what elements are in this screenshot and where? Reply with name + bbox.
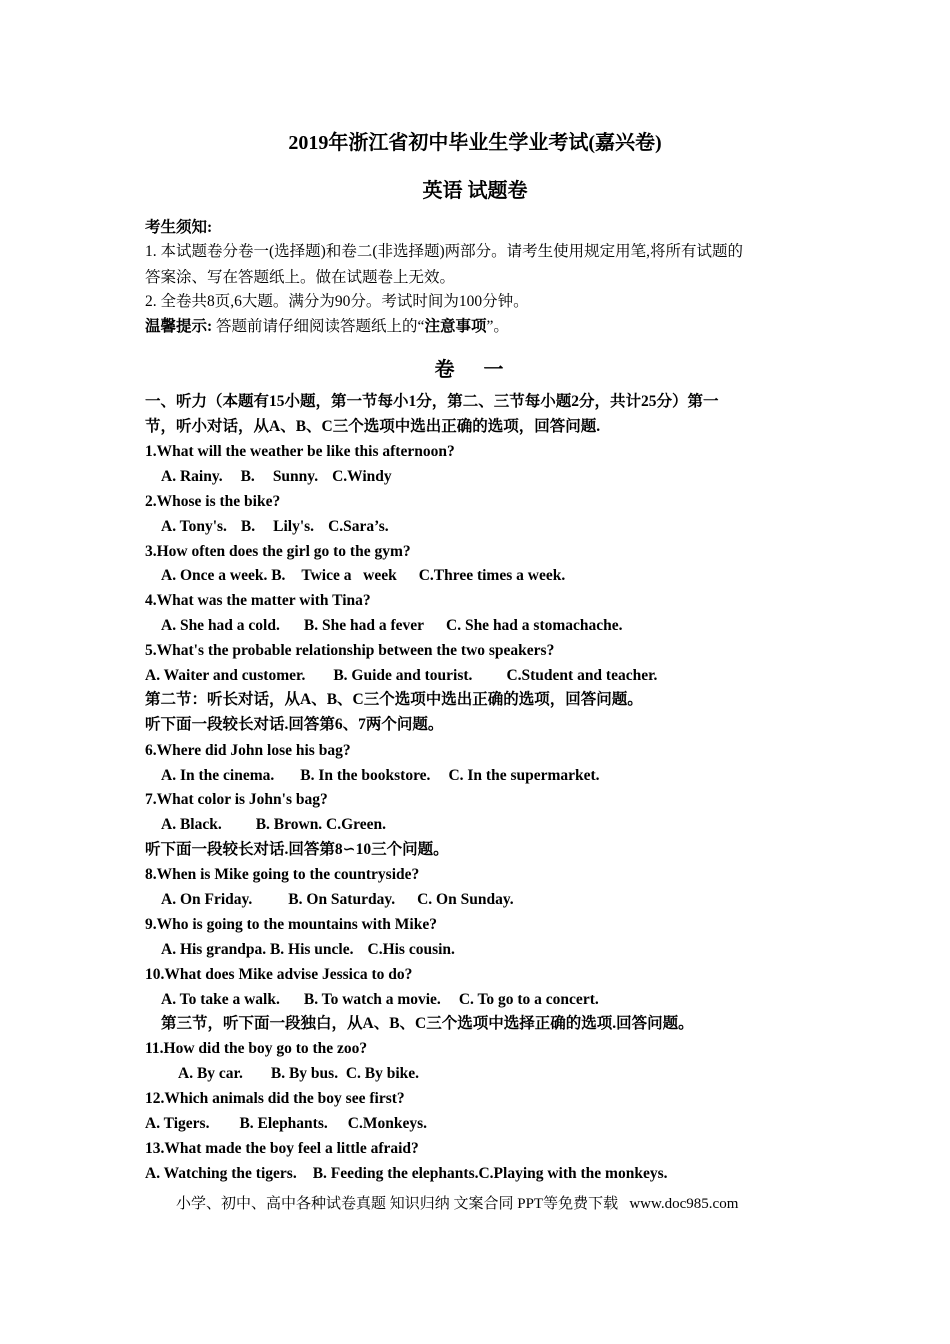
- question-1: 1.What will the weather be like this afternoon?: [145, 443, 455, 460]
- option-c: C.His cousin.: [367, 941, 455, 958]
- option-a: A. She had a cold.: [161, 617, 280, 634]
- option-c: C. She had a stomachache.: [446, 617, 623, 634]
- section1-intro-line2: 节，听小对话，从A、B、C三个选项中选出正确的选项，回答问题.: [145, 418, 601, 435]
- question-9-options: [161, 940, 455, 960]
- option-b-text: Twice a week: [301, 567, 397, 584]
- page-subtitle: 英语 试题卷: [422, 180, 528, 202]
- question-4-options: [161, 616, 623, 636]
- option-c: C. In the supermarket.: [448, 767, 600, 784]
- option-a: A. Waiter and customer.: [145, 667, 306, 684]
- question-1-options: [161, 467, 392, 487]
- tip-emphasis: 注意事项: [424, 318, 487, 335]
- tip-text-pre: 答题前请仔细阅读答题纸上的“: [212, 318, 425, 335]
- question-8-options: [161, 890, 514, 910]
- notice-item2: 2. 全卷共8页,6大题。满分为90分。考试时间为100分钟。: [145, 293, 529, 310]
- option-b-text: Lily's.: [273, 518, 315, 535]
- notice-item1-line2: 答案涂、写在答题纸上。做在试题卷上无效。: [145, 269, 456, 286]
- option-c: C. On Sunday.: [417, 891, 514, 908]
- question-6: 6.Where did John lose his bag?: [145, 742, 351, 759]
- question-2: 2.Whose is the bike?: [145, 493, 281, 510]
- question-11-options: [178, 1064, 419, 1084]
- question-5: 5.What's the probable relationship between the two speakers?: [145, 642, 555, 659]
- section2-intro: 第二节：听长对话，从A、B、C三个选项中选出正确的选项，回答问题。: [145, 691, 643, 708]
- page-title: 2019年浙江省初中毕业生学业考试(嘉兴卷): [288, 132, 662, 154]
- section2-dialog2: 听下面一段较长对话.回答第8∽10三个问题。: [145, 841, 449, 858]
- question-10-options: [161, 990, 599, 1010]
- option-b-c: B. By bus. C. By bike.: [270, 1065, 420, 1082]
- question-2-options: [161, 517, 389, 537]
- question-11: 11.How did the boy go to the zoo?: [145, 1040, 368, 1057]
- notice-item1-line1: 1. 本试题卷分卷一(选择题)和卷二(非选择题)两部分。请考生使用规定用笔,将所有试题的: [145, 243, 744, 260]
- question-3: 3.How often does the girl go to the gym?: [145, 543, 411, 560]
- section3-intro: 第三节，听下面一段独白，从A、B、C三个选项中选择正确的选项.回答问题。: [161, 1015, 694, 1032]
- option-a: A. On Friday.: [161, 891, 253, 908]
- option-b: B. She had a fever: [303, 617, 424, 634]
- notice-heading: 考生须知:: [145, 219, 213, 236]
- question-3-options: [161, 566, 565, 586]
- tip-text-post: ”。: [486, 318, 509, 335]
- option-a: A. Tony's.: [161, 518, 227, 535]
- tip-label: 温馨提示:: [145, 318, 213, 335]
- option-b-c: B. Feeding the elephants.C.Playing with the monkeys.: [312, 1165, 668, 1182]
- question-4: 4.What was the matter with Tina?: [145, 592, 371, 609]
- footer-text: 小学、初中、高中各种试卷真题 知识归纳 文案合同 PPT等免费下载 www.doc985.com: [176, 1196, 739, 1212]
- question-6-options: [161, 766, 600, 786]
- option-c: C.Sara’s.: [328, 518, 389, 535]
- section1-intro-line1: 一、听力（本题有15小题，第一节每小1分，第二、三节每小题2分，共计25分）第一: [145, 393, 719, 410]
- option-b: B. Elephants.: [239, 1115, 328, 1132]
- question-5-options: [145, 666, 657, 686]
- option-b: B. In the bookstore.: [300, 767, 431, 784]
- option-b: B.: [240, 468, 255, 485]
- question-12: 12.Which animals did the boy see first?: [145, 1090, 405, 1107]
- option-c: C.Windy: [332, 468, 392, 485]
- option-b-text: Sunny.: [272, 468, 319, 485]
- question-8: 8.When is Mike going to the countryside?: [145, 866, 420, 883]
- section2-dialog1: 听下面一段较长对话.回答第6、7两个问题。: [145, 716, 444, 733]
- option-a-b: A. His grandpa. B. His uncle.: [161, 941, 354, 958]
- option-a: A. Tigers.: [145, 1115, 210, 1132]
- option-b-c: B. Brown. C.Green.: [255, 816, 387, 833]
- option-c: C.Student and teacher.: [506, 667, 658, 684]
- question-12-options: [145, 1114, 427, 1134]
- option-a-b: A. Once a week. B.: [161, 567, 286, 584]
- option-a: A. To take a walk.: [161, 991, 280, 1008]
- option-a: A. Black.: [161, 816, 222, 833]
- option-c: C. To go to a concert.: [458, 991, 599, 1008]
- option-c: C.Monkeys.: [347, 1115, 427, 1132]
- question-7: 7.What color is John's bag?: [145, 791, 328, 808]
- question-13-options: [145, 1164, 668, 1184]
- option-a: A. Watching the tigers.: [145, 1165, 297, 1182]
- option-a: A. By car.: [178, 1065, 243, 1082]
- question-7-options: [161, 815, 386, 835]
- option-b: B. Guide and tourist.: [333, 667, 473, 684]
- option-c: C.Three times a week.: [418, 567, 566, 584]
- option-b: B. To watch a movie.: [303, 991, 441, 1008]
- option-a: A. In the cinema.: [161, 767, 275, 784]
- option-a: A. Rainy.: [161, 468, 223, 485]
- question-9: 9.Who is going to the mountains with Mike?: [145, 916, 437, 933]
- question-13: 13.What made the boy feel a little afraid?: [145, 1140, 419, 1157]
- option-b: B.: [240, 518, 256, 535]
- volume-heading: 卷 一: [434, 359, 516, 381]
- question-10: 10.What does Mike advise Jessica to do?: [145, 966, 413, 983]
- notice-tip: [145, 317, 509, 337]
- option-b: B. On Saturday.: [288, 891, 396, 908]
